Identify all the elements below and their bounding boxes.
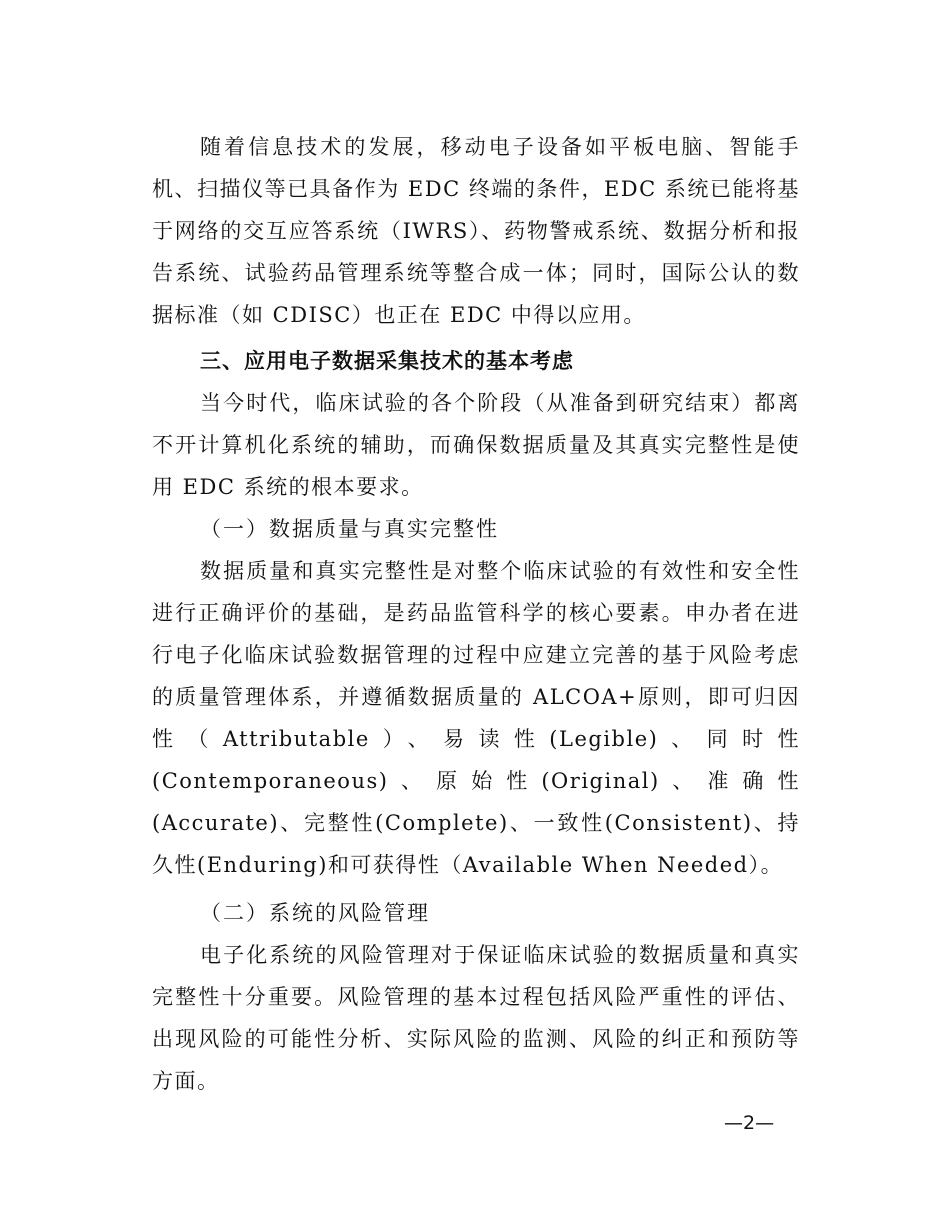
paragraph-data-quality: 数据质量和真实完整性是对整个临床试验的有效性和安全性进行正确评价的基础，是药品监管科学的核心要素。申办者在进行电子化临床试验数据管理的过程中应建立完善的基于风险考虑的质量管理体系，并遵循数据质量的 ALCOA+原则，即可归因性（Attributable）、易读性(Legible)、同时性(Contemporaneous)、原始性(Original)、准确性(Accurate)、完整性(Complete)、一致性(Consistent)、持久性(Enduring)和可获得性（Available When Needed）。 [152, 559, 800, 877]
subheading-risk-management: （二）系统的风险管理 [200, 901, 430, 925]
paragraph-computerized-systems: 当今时代，临床试验的各个阶段（从准备到研究结束）都离不开计算机化系统的辅助，而确保数据质量及其真实完整性是使用 EDC 系统的根本要求。 [152, 391, 800, 499]
paragraph-edc-technology: 随着信息技术的发展，移动电子设备如平板电脑、智能手机、扫描仪等已具备作为 EDC 终端的条件，EDC 系统已能将基于网络的交互应答系统（IWRS）、药物警戒系统、数据分析和报告系统、试验药品管理系统等整合成一体；同时，国际公认的数据标准（如 CDISC）也正在 EDC 中得以应用。 [152, 135, 800, 327]
paragraph-risk-management: 电子化系统的风险管理对于保证临床试验的数据质量和真实完整性十分重要。风险管理的基本过程包括风险严重性的评估、出现风险的可能性分析、实际风险的监测、风险的纠正和预防等方面。 [152, 943, 800, 1093]
section-heading-3: 三、应用电子数据采集技术的基本考虑 [200, 349, 574, 373]
page-number: —2— [724, 1112, 775, 1134]
subheading-data-quality: （一）数据质量与真实完整性 [200, 517, 499, 541]
